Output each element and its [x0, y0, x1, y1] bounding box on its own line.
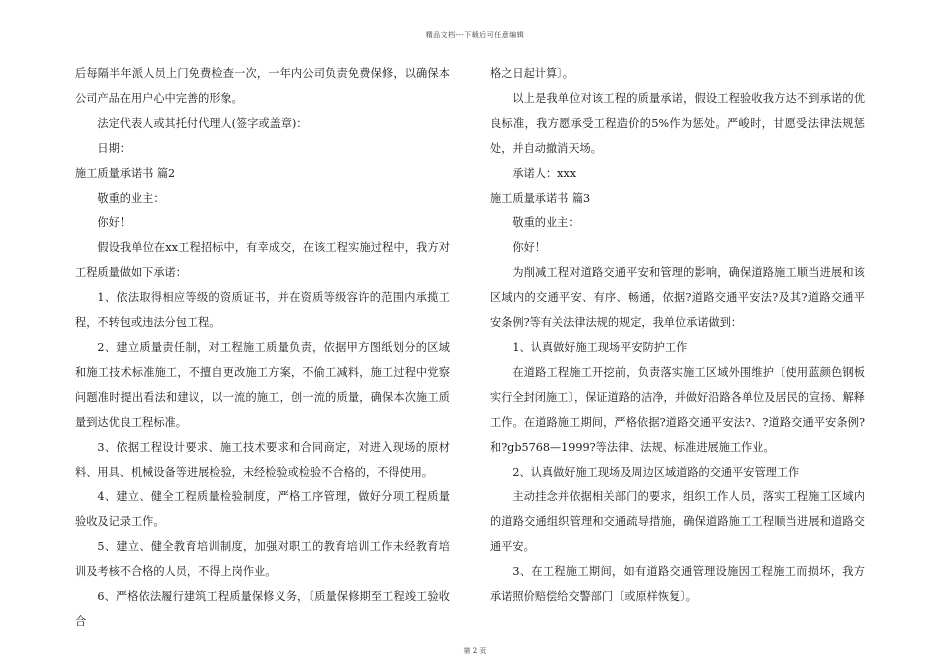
- section-title: 施工质量承诺书 篇3: [490, 191, 591, 205]
- paragraph: 以上是我单位对该工程的质量承诺，假设工程验收我方达不到承诺的优良标准，我方愿承受工程造价的5%作为惩处。严峻时，甘愿受法律法规惩处，并自动撤消天场。: [490, 91, 865, 155]
- right-column: [490, 62, 865, 610]
- paragraph: 2、建立质量责任制，对工程施工质量负责，依据甲方图纸划分的区域和施工技术标准施工，不擅自更改施工方案，不偷工减料，施工过程中党察问题准时提出看法和建议，以一流的施工，创一流的质量，确保本次施工质量到达优良工程标准。: [75, 340, 450, 429]
- paragraph: 后每隔半年派人员上门免费检查一次，一年内公司负责免费保修，以确保本公司产品在用户心中完善的形象。: [75, 67, 450, 105]
- paragraph: 你好！: [512, 241, 546, 255]
- page-header: 精品文档---下载后可任意编辑: [425, 31, 525, 39]
- left-column: [75, 62, 450, 635]
- paragraph: 在道路工程施工开挖前，负责落实施工区域外围维护〔使用蓝颜色钢板实行全封闭施工〕，保证道路的洁净，并做好沿路各单位及居民的宣扬、解释工作。在道路施工期间，严格依据?道路交通平安法?、?道路交通平安条例?和?gb5768—1999?等法律、法规、标准进展施工作业。: [490, 365, 865, 454]
- paragraph: 主动挂念并依据相关部门的要求，组织工作人员，落实工程施工区域内的道路交通组织管理和交通疏导措施，确保道路施工工程顺当进展和道路交通平安。: [490, 490, 865, 554]
- paragraph: 3、在工程施工期间，如有道路交通管理设施因工程施工而损坏，我方承诺照价赔偿给交警部门〔或原样恢复〕。: [490, 565, 865, 604]
- paragraph: 4、建立、健全工程质量检验制度，严格工序管理，做好分项工程质量验收及记录工作。: [75, 490, 450, 529]
- paragraph: 2、认真做好施工现场及周边区域道路的交通平安管理工作: [512, 465, 800, 479]
- paragraph: 日期：: [97, 141, 131, 155]
- paragraph: 法定代表人或其托付代理人(签字或盖章)：: [97, 116, 308, 130]
- paragraph: 承诺人：xxx: [512, 166, 577, 180]
- paragraph: 3、依据工程设计要求、施工技术要求和合同商定，对进入现场的原材料、用具、机械设备等进展检验，未经检验或检验不合格的，不得使用。: [75, 440, 450, 479]
- paragraph: 格之日起计算〕。: [490, 67, 574, 80]
- paragraph: 你好！: [97, 216, 131, 230]
- paragraph: 1、认真做好施工现场平安防护工作: [512, 340, 688, 354]
- paragraph: 敬重的业主：: [512, 216, 580, 230]
- paragraph: 为削减工程对道路交通平安和管理的影响，确保道路施工顺当进展和该区域内的交通平安、有序、畅通，依据?道路交通平安法?及其?道路交通平安条例?等有关法律法规的规定，我单位承诺做到：: [490, 266, 865, 330]
- paragraph: 1、依法取得相应等级的资质证书，并在资质等级容许的范围内承揽工程，不转包或违法分包工程。: [75, 291, 450, 330]
- page-number: 第 2 页: [463, 647, 487, 655]
- paragraph: 6、严格依法履行建筑工程质量保修义务，〔质量保修期至工程竣工验收合: [75, 590, 450, 628]
- section-title: 施工质量承诺书 篇2: [75, 166, 176, 180]
- paragraph: 敬重的业主：: [97, 191, 165, 205]
- paragraph: 5、建立、健全教育培训制度，加强对职工的教育培训工作未经教育培训及考核不合格的人员，不得上岗作业。: [75, 540, 450, 579]
- paragraph: 假设我单位在xx工程招标中，有幸成交，在该工程实施过程中，我方对工程质量做如下承诺：: [75, 241, 450, 280]
